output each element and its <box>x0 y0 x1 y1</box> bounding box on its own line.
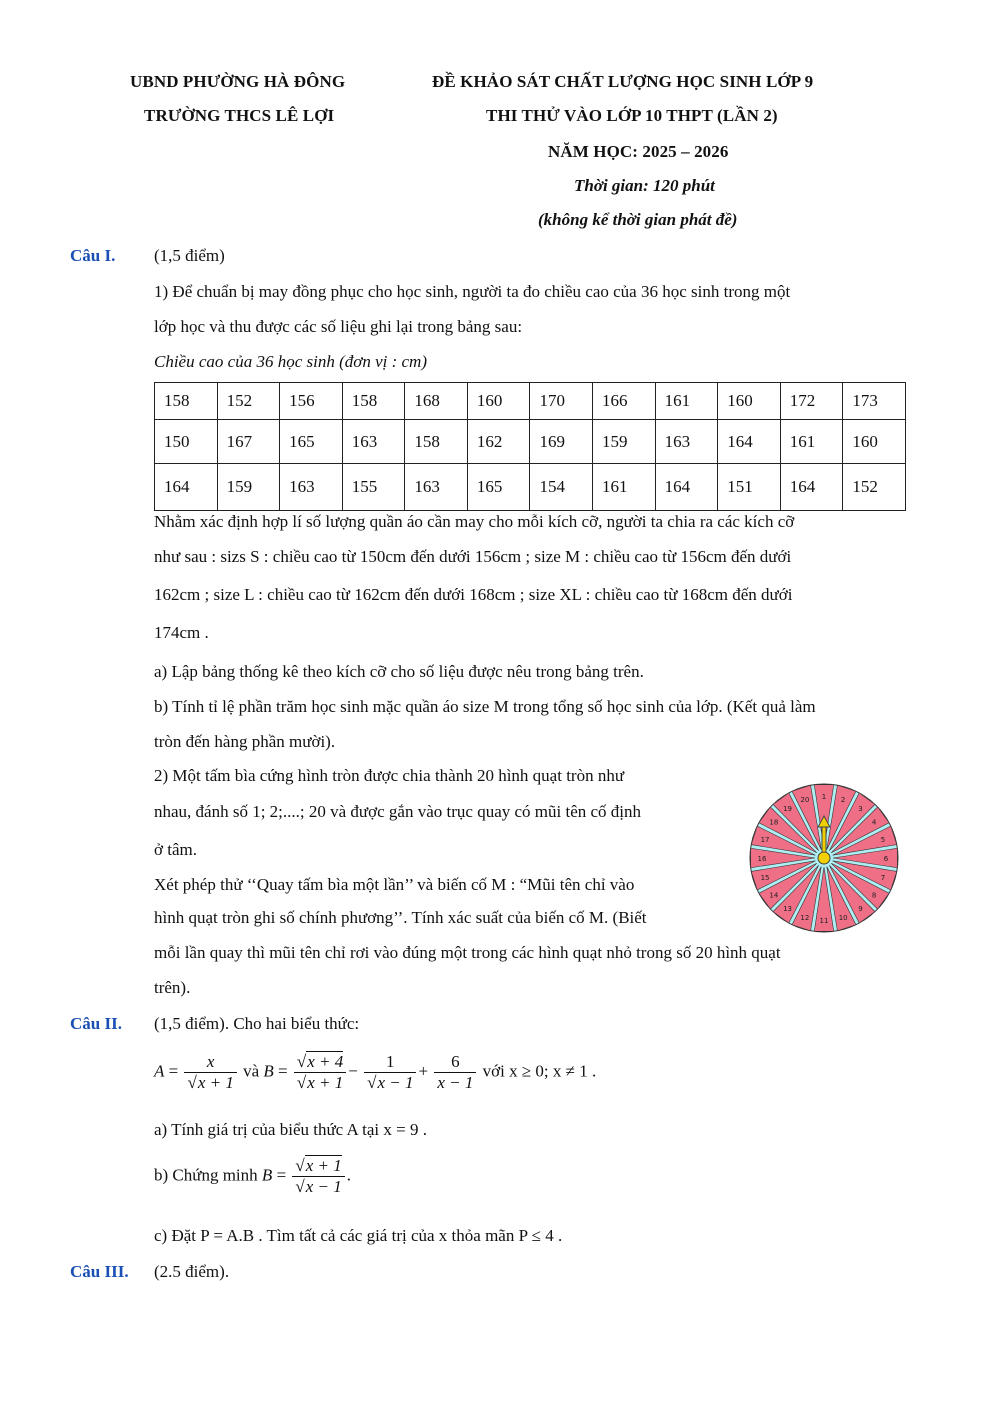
wheel-label: 20 <box>800 796 810 805</box>
wheel-label: 19 <box>783 804 793 813</box>
table-cell: 161 <box>593 464 656 511</box>
table-cell: 168 <box>405 383 468 420</box>
table-cell: 159 <box>217 464 280 511</box>
header-district: UBND PHƯỜNG HÀ ĐÔNG <box>130 72 346 91</box>
table-cell: 163 <box>342 420 405 464</box>
numerator: 1 <box>364 1052 416 1073</box>
wheel-label: 10 <box>838 913 848 922</box>
wheel-label: 14 <box>769 891 779 900</box>
numerator: x <box>184 1052 236 1073</box>
wheel-label: 6 <box>883 855 889 863</box>
table-cell: 173 <box>843 383 906 420</box>
q1-text-line: nhau, đánh số 1; 2;....; 20 và được gắn vào trục quay có mũi tên cố định <box>154 802 642 821</box>
fraction-B-result <box>292 1156 344 1197</box>
question-2-label: Câu II. <box>70 1014 122 1033</box>
word-and: và <box>243 1061 260 1081</box>
header-time: Thời gian: 120 phút <box>574 176 715 195</box>
numerator: √x + 4 <box>294 1052 346 1073</box>
header-note: (không kể thời gian phát đề) <box>538 210 738 229</box>
header-exam-subtitle: THI THỬ VÀO LỚP 10 THPT (LẦN 2) <box>486 106 778 125</box>
radicand: x − 1 <box>377 1073 414 1092</box>
wheel-label: 3 <box>858 804 863 813</box>
question-3-points: (2.5 điểm). <box>154 1262 230 1281</box>
table-cell: 159 <box>593 420 656 464</box>
denominator: √x − 1 <box>295 1177 342 1196</box>
fraction-A <box>184 1052 236 1093</box>
q1-text-line: Xét phép thử ‘‘Quay tấm bìa một lần’’ và biến cố M : “Mũi tên chỉ vào <box>154 875 635 894</box>
wheel-label: 8 <box>871 891 877 900</box>
heights-table <box>154 382 906 511</box>
table-cell: 163 <box>655 420 718 464</box>
header-school-year: NĂM HỌC: 2025 – 2026 <box>548 142 729 161</box>
table-cell: 161 <box>655 383 718 420</box>
table-row <box>155 420 906 464</box>
table-cell: 160 <box>467 383 530 420</box>
fraction-B3 <box>434 1052 476 1093</box>
wheel-label: 15 <box>760 874 770 883</box>
table-cell: 158 <box>155 383 218 420</box>
table-cell: 165 <box>467 464 530 511</box>
condition: với x ≥ 0; x ≠ 1 . <box>482 1061 597 1081</box>
q2-part-a: a) Tính giá trị của biểu thức A tại x = 9 . <box>154 1120 427 1139</box>
q1-text-line: 174cm . <box>154 623 209 642</box>
table-cell: 164 <box>155 464 218 511</box>
table-cell: 158 <box>405 420 468 464</box>
table-cell: 163 <box>405 464 468 511</box>
q1-text-line: mỗi lần quay thì mũi tên chỉ rơi vào đúng một trong các hình quạt nhỏ trong số 20 hình quạt <box>154 943 781 962</box>
table-cell: 152 <box>217 383 280 420</box>
wheel-hub <box>818 852 830 864</box>
wheel-label: 1 <box>821 793 827 801</box>
table-cell: 170 <box>530 383 593 420</box>
q1-text-line: 162cm ; size L : chiều cao từ 162cm đến dưới 168cm ; size XL : chiều cao từ 168cm đến dưới <box>154 585 793 604</box>
question-1-points: (1,5 điểm) <box>154 246 225 265</box>
table-cell: 165 <box>280 420 343 464</box>
var-A: A <box>154 1061 165 1081</box>
table-cell: 158 <box>342 383 405 420</box>
table-cell: 155 <box>342 464 405 511</box>
table-row <box>155 383 906 420</box>
radicand: x + 1 <box>197 1073 234 1092</box>
wheel-label: 18 <box>769 818 779 827</box>
table-row <box>155 464 906 511</box>
wheel-label: 17 <box>760 835 770 844</box>
fraction-B2 <box>364 1052 416 1093</box>
table-cell: 151 <box>718 464 781 511</box>
wheel-label: 12 <box>800 913 810 922</box>
radicand: x + 4 <box>307 1052 344 1071</box>
wheel-label: 9 <box>858 905 863 914</box>
table-cell: 164 <box>718 420 781 464</box>
q1-text-line: ở tâm. <box>154 840 197 859</box>
table-cell: 154 <box>530 464 593 511</box>
expressions-A-B: A = $\frac{x}{√x + 1}$ và B = $\frac{√x + 4}{√x + 1}$ − $\frac{1}{√x - 1}$ + $\frac{6}{x - 1}$ với x ≥ 0; x ≠ 1 . <box>154 1052 597 1092</box>
table-cell: 172 <box>780 383 843 420</box>
table-cell: 160 <box>843 420 906 464</box>
part-b-prefix: b) Chứng minh <box>154 1165 258 1185</box>
wheel-label: 5 <box>880 835 886 844</box>
q1-part-b: b) Tính tỉ lệ phần trăm học sinh mặc quần áo size M trong tổng số học sinh của lớp. (Kết quả làm <box>154 697 816 716</box>
denominator: √x − 1 <box>367 1073 414 1092</box>
wheel-label: 11 <box>819 917 829 925</box>
table-cell: 167 <box>217 420 280 464</box>
q2-part-c: c) Đặt P = A.B . Tìm tất cả các giá trị của x thỏa mãn P ≤ 4 . <box>154 1226 563 1245</box>
radicand: x + 1 <box>305 1156 342 1175</box>
table-cell: 152 <box>843 464 906 511</box>
table-cell: 162 <box>467 420 530 464</box>
radicand: x − 1 <box>305 1177 342 1196</box>
fraction-B1 <box>294 1052 346 1093</box>
wheel-label: 7 <box>880 874 886 883</box>
radicand: x + 1 <box>307 1073 344 1092</box>
wheel-label: 4 <box>871 818 877 827</box>
table-cell: 150 <box>155 420 218 464</box>
q1-part-b: tròn đến hàng phần mười). <box>154 732 336 751</box>
wheel-label: 16 <box>757 855 767 863</box>
table-caption: Chiều cao của 36 học sinh (đơn vị : cm) <box>154 352 427 371</box>
table-cell: 156 <box>280 383 343 420</box>
wheel-label: 13 <box>783 905 793 914</box>
wheel-label: 2 <box>840 796 846 805</box>
header-school: TRƯỜNG THCS LÊ LỢI <box>144 106 335 125</box>
table-cell: 164 <box>780 464 843 511</box>
var-B: B <box>261 1165 273 1185</box>
q1-text-line: hình quạt tròn ghi số chính phương’’. Tính xác suất của biến cố M. (Biết <box>154 908 647 927</box>
table-cell: 166 <box>593 383 656 420</box>
denominator: x − 1 <box>437 1073 474 1092</box>
var-B: B <box>263 1061 274 1081</box>
header-exam-title: ĐỀ KHẢO SÁT CHẤT LƯỢNG HỌC SINH LỚP 9 <box>432 72 814 91</box>
question-1-label: Câu I. <box>70 246 116 265</box>
denominator: √x + 1 <box>296 1073 344 1092</box>
q1-text-line: như sau : sizs S : chiều cao từ 150cm đến dưới 156cm ; size M : chiều cao từ 156cm đến dưới <box>154 547 792 566</box>
q1-part-a: a) Lập bảng thống kê theo kích cỡ cho số liệu được nêu trong bảng trên. <box>154 662 644 681</box>
q1-text-line: trên). <box>154 978 191 997</box>
table-cell: 164 <box>655 464 718 511</box>
spinner-wheel <box>748 782 900 934</box>
table-cell: 169 <box>530 420 593 464</box>
q2-part-b: b) Chứng minh B = $\frac{√x + 1}{√x - 1}$ . <box>154 1156 352 1196</box>
q1-text-line: 2) Một tấm bìa cứng hình tròn được chia thành 20 hình quạt tròn như <box>154 766 625 785</box>
numerator: 6 <box>434 1052 476 1073</box>
q1-text-line: lớp học và thu được các số liệu ghi lại trong bảng sau: <box>154 317 523 336</box>
table-cell: 160 <box>718 383 781 420</box>
q1-text-line: 1) Để chuẩn bị may đồng phục cho học sinh, người ta đo chiều cao của 36 học sinh trong một <box>154 282 791 301</box>
numerator: √x + 1 <box>292 1156 344 1177</box>
table-cell: 163 <box>280 464 343 511</box>
question-3-label: Câu III. <box>70 1262 129 1281</box>
denominator: √x + 1 <box>187 1073 234 1092</box>
table-cell: 161 <box>780 420 843 464</box>
q1-text-line: Nhằm xác định hợp lí số lượng quần áo cần may cho mỗi kích cỡ, người ta chia ra các kích cỡ <box>154 512 795 531</box>
question-2-intro: (1,5 điểm). Cho hai biểu thức: <box>154 1014 360 1033</box>
